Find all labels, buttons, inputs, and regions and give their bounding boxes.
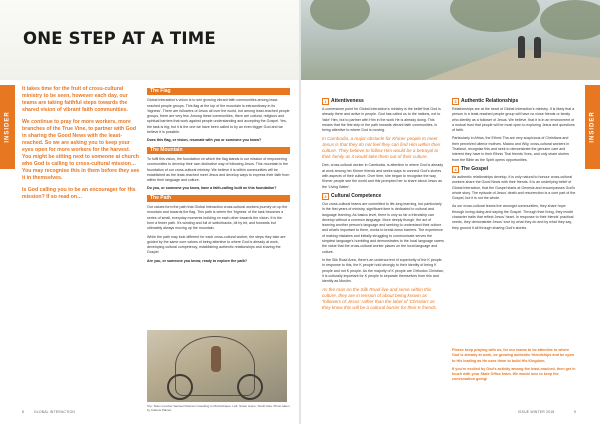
numbered-heading (452, 98, 576, 105)
wheel-shape (237, 374, 263, 400)
column-relationships-gospel (452, 95, 576, 234)
body-paragraph: While the path may look different for each cross-cultural worker, the steps they take are guided by the same core values of being attentive to where God is already at work, developing cultural competency, establishing authentic relationships and sharing the Gospel. (147, 234, 286, 255)
number-badge: 2 (322, 193, 329, 200)
heading-text: Attentiveness (331, 97, 364, 104)
body-paragraph: Particularly in Africa, the Ethnic Tha are very suspicious of Christians and their perceived ulterior motives. Maano and Wily, cross-cultural workers in Thailand, recognise this and seek to demonstrate the genuine care and interest they have in their Ethnic Thai friends' lives, and only share stories from the Bible as the Spirit opens opportunities. (452, 136, 570, 162)
closing-paragraph: Please keep praying with us, for our teams to be attentive to where God is already at work, be growing authentic friendships and be open to His leading as He uses them to build His Kingdom. (452, 348, 575, 363)
closing-callout (452, 348, 576, 386)
numbered-heading (322, 193, 444, 200)
numbered-heading (452, 166, 576, 173)
publication-name: GLOBAL INTERACTION (34, 410, 75, 414)
body-paragraph: As authentic relationships develop, it is only natural to honour cross-cultural workers share the Good News with their friends. It is an underlying belief of Global Interaction, that the Gospel starts at Genesis and encompasses God's whole story. The episode of Jesus' death and resurrection is a core part of the Gospel, but it is not the whole. (452, 174, 576, 201)
body-paragraph: Relationships are at the heart of Global Interaction's ministry. It is likely that a person in a least-reached people group will have no close friends or family who identify as a follower of Jesus. We believe, that it is in an environment of a mutual trust that people will be most open to exploring Jesus and questions of faith. (452, 107, 575, 133)
walker-figure (534, 37, 541, 58)
tree-shape (540, 0, 600, 40)
column-attentiveness-culture (322, 95, 444, 314)
intro-paragraph: Is God calling you to be an encourager for His mission? If so read on… (22, 187, 136, 200)
reflection-question: Does this flag, or vision, resonate with you or someone you know? (147, 138, 262, 143)
reflection-question: Do you, or someone you know, have a faith-calling built on this foundation? (147, 186, 277, 191)
number-badge: 1 (322, 98, 329, 105)
closing-paragraph: If you're excited by God's activity among the least-reached, then get in touch with your State Office team. We would love to keep the conversation going! (452, 366, 576, 382)
section-tab-right: INSIDER (585, 85, 600, 169)
wheel-shape (167, 374, 193, 400)
body-paragraph: Deb, cross-cultural worker in Cambodia, is attentive to where God is already at work among her Khmer friends and seeks ways to connect God's stories with aspects of their culture. Over time, she began to recognise the way Khmer people see the world and this prompted her to share about Jesus as the 'Living Water'. (322, 163, 444, 189)
intro-paragraph: We continue to pray for more workers, more branches of the True Vine, to partner with God in sharing the Good News with the least-reached. So we are asking you to keep your eyes open for more workers for the harvest. You might be sitting next to someone at church who God is calling to cross-cultural mission… You may recognise this in them before they see it in themselves. (22, 119, 140, 181)
reflection-question: Are you, or someone you know, ready to explore the path? (147, 258, 248, 263)
rickshaw-photo (147, 330, 287, 402)
heading-text: Cultural Competence (331, 192, 382, 199)
pull-quote: In Cambodia, a major obstacle for Khmer people to meet Jesus is that they do not feel they can find Him within their culture. They believe to follow Him would be a betrayal to their family as it would take them out of their culture. (322, 136, 441, 160)
page-title: ONE STEP AT A TIME (23, 29, 216, 48)
intro-paragraph: It takes time for the fruit of cross-cultural ministry to be seen, however each day, our teams are taking faithful steps towards the shared vision of vibrant faith communities. (22, 86, 128, 113)
body-paragraph: To fulfil this vision, the foundation on which the flag stands is our mission of empowering communities to develop their own distinctive way of following Jesus. This mountain is the foundation of our cross-cultural ministry. We believe it is within communities will be established as the least-reached meet Jesus and develop ways to express their faith from within their language and culture. (147, 156, 290, 183)
rider-figure (211, 346, 221, 372)
section-heading-path: The Path (147, 195, 290, 202)
section-heading-mountain: The Mountain (147, 147, 290, 154)
page-spine (299, 0, 301, 424)
photo-caption: Top: Team member Samuel Peterson travelling to Mozambique. Left: Street scene, South Asia. Photo taken by Andrew Palmer. (147, 404, 290, 413)
number-badge: 3 (452, 98, 459, 105)
body-paragraph: Our cross-cultural teams are committed to life-long learning, but particularly in the first years of ministry, significant time is dedicated to cultural and language learning. As basics level, there is only so far a friendship can develop without a common language. More deeply though, the act of learning another person's language and seeking to understand their culture and what's important to them, works to break down barriers. The experience of making mistakes and initially struggling to communicate serves the simplest language's humbling and demonstrates to the local language carers the value that the cross-cultural worker places on the local language and culture. (322, 201, 444, 254)
walker-figure (518, 36, 525, 58)
tree-shape (450, 0, 540, 32)
body-paragraph: Our values form the path that Global Interaction cross-cultural workers journey on up the mountain and towards the flag. This path is where the 'bigness' of the task becomes a series of small, everyday moments building on each other towards the vision. It is the form a fewer path. It's winding and full of switchbacks, bit by bit, and forwards but ultimately always moving up the mountain. (147, 205, 288, 231)
issue-label: ISSUE WINTER 2018 (518, 410, 555, 414)
pull-quote: As the man on the Silk Road live and serve within this culture, they are in tension of about being known as 'followers of Jesus' rather than the label of 'Christian' as they know this will be a cultural barrier for their K friends. (322, 287, 438, 311)
body-paragraph: As our cross-cultural teams live amongst communities, they share hope through loving doing and saying the Gospel. Through their living, they model character traits that reflect Jesus' heart. In response to their friends' practical needs, they demonstrate Jesus' love by what they do and by what they say, they ground it all through sharing God's stories. (452, 204, 574, 230)
page-number-right: 9 (574, 410, 577, 414)
section-heading-flag: The Flag (147, 88, 290, 95)
heading-text: Authentic Relationships (461, 97, 519, 104)
number-badge: 4 (452, 166, 459, 173)
intro-text (22, 86, 140, 206)
page-number-left: 8 (22, 410, 25, 414)
column-flag-mountain-path (147, 86, 290, 267)
body-paragraph: Global Interaction's vision is to see growing vibrant faith communities among least-reached people groups. This flag at the top of the mountain is extraordinary in its 'bigness'. There are followers of Jesus all over the world, but among least-reached people groups, there are very few. Among these communities, there are cultural, religious and spiritual barriers that work against people understanding and accepting the Gospel. Yes, the task is big; but it is the one we have been called to by an even bigger God and we believe it is possible. (147, 98, 290, 135)
body-paragraph: A cornerstone point for Global Interaction's ministry is the belief that God is already there and active in people. God has called us to the nations, not to 'take' Him, but to partner with Him in the work He is already doing. This means that the first step in the path towards vibrant faith communities, is being attentive to where God is moving. (322, 107, 441, 133)
section-tab-left: INSIDER (0, 85, 15, 169)
body-paragraph: In the Silk Road Area, there's an undercurrent of superiority of the K people. In response to this, the K people hold strongly to their identity of being K people and not K people. As the majority of K people are Orthodox Christian, it is culturally important for K people to separate themselves from this and identify as Muslim. (322, 257, 444, 284)
numbered-heading (322, 98, 444, 105)
heading-text: The Gospel (461, 165, 489, 172)
tree-shape (310, 0, 370, 30)
